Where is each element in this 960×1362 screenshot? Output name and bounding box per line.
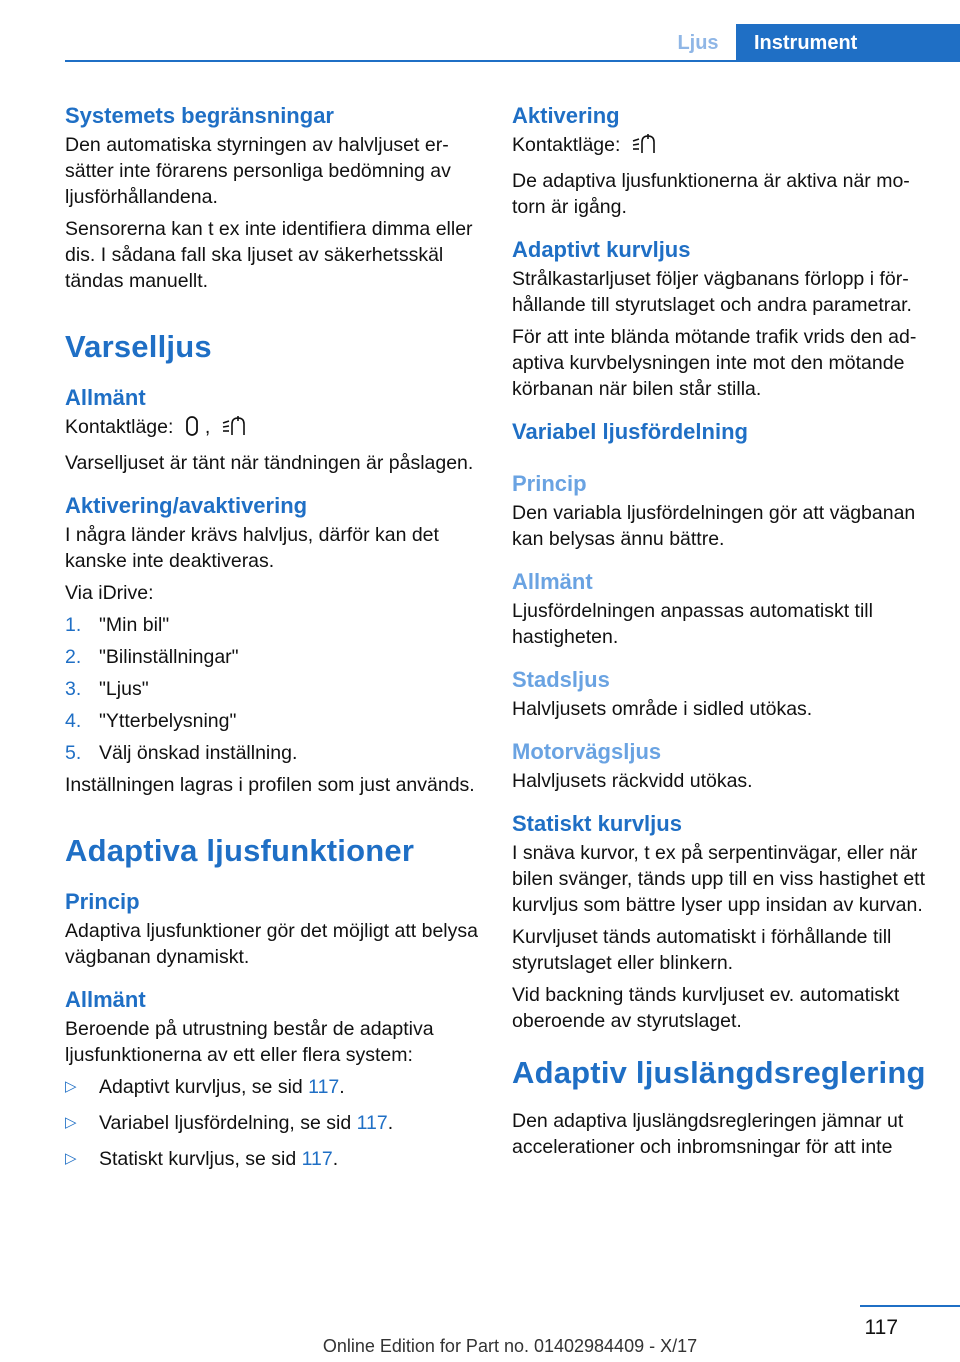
heading-activation: Aktivering/avaktivering xyxy=(65,493,308,518)
paragraph: Kurvljuset tänds automatiskt i förhållande till styrutslaget eller blinkern. xyxy=(512,926,892,974)
heading-variable: Variabel ljusfördelning xyxy=(512,419,748,444)
list-item xyxy=(65,644,483,670)
list-item xyxy=(65,612,483,638)
heading-principle: Princip xyxy=(512,471,587,496)
paragraph: I snäva kurvor, t ex på serpentinvägar, eller när bilen svänger, tänds upp till en viss hastighet ett kurvljus som bättre lyser upp insidan av kurvan. xyxy=(512,842,926,916)
section-motorway-light xyxy=(512,736,930,794)
contact-separator: , xyxy=(204,416,211,438)
heading-general: Allmänt xyxy=(65,385,146,410)
title-range-control: Adaptiv ljuslängdsreglering xyxy=(512,1055,926,1090)
paragraph: De adaptiva ljusfunktionerna är aktiva när motorn är igång. xyxy=(512,170,910,218)
heading-limits: Systemets begränsningar xyxy=(65,103,334,128)
tab-instrument[interactable]: Instrument xyxy=(736,24,960,62)
list-item xyxy=(65,1110,483,1136)
triangle-bullet-icon: ▷ xyxy=(65,1078,77,1095)
step-text: "Ytterbelysning" xyxy=(99,710,237,732)
paragraph: Ljusfördelningen anpassas automatiskt till hastigheten. xyxy=(512,600,873,648)
footer-rule xyxy=(860,1305,960,1307)
bullet-end: . xyxy=(332,1148,339,1170)
page-number: 117 xyxy=(864,1316,898,1339)
paragraph: Vid backning tänds kurvljuset ev. automatiskt oberoende av styrutslaget. xyxy=(512,984,900,1032)
edition-footer: Online Edition for Part no. 01402984409 - X/17 xyxy=(322,1336,698,1356)
step-text: "Ljus" xyxy=(99,678,149,700)
ignition-off-icon xyxy=(185,415,199,444)
section-varselljus-general xyxy=(65,382,483,476)
section-activation-right xyxy=(512,100,930,220)
triangle-bullet-icon: ▷ xyxy=(65,1150,77,1167)
section-curve xyxy=(512,234,930,402)
bullet-text: Variabel ljusfördelning, se sid xyxy=(99,1112,357,1134)
section-variable xyxy=(512,416,930,448)
paragraph: I några länder krävs halvljus, därför kan det kanske inte deaktiveras. xyxy=(65,524,439,572)
bullet-list xyxy=(65,1074,483,1172)
section-limits xyxy=(65,100,483,294)
list-item xyxy=(65,676,483,702)
bullet-end: . xyxy=(339,1076,345,1098)
step-text: Välj önskad inställning. xyxy=(99,742,298,764)
heading-general: Allmänt xyxy=(65,987,146,1012)
step-number: 1. xyxy=(65,614,82,636)
heading-city-light: Stadsljus xyxy=(512,667,610,692)
section-variable-principle xyxy=(512,468,930,552)
paragraph: Adaptiva ljusfunktioner gör det möjligt att belysa vägbanan dynamiskt. xyxy=(65,920,478,968)
list-item xyxy=(65,708,483,734)
paragraph: För att inte blända mötande trafik vrids den adaptiva kurvbelysningen inte mot den mötande körbanan när bilen står stilla. xyxy=(512,326,917,400)
paragraph: Den variabla ljusfördelningen gör att vägbanan kan belysas ännu bättre. xyxy=(512,502,916,550)
steps-list xyxy=(65,612,483,766)
paragraph: Halvljusets räckvidd utökas. xyxy=(512,770,753,792)
step-number: 4. xyxy=(65,710,82,732)
bullet-text: Adaptivt kurvljus, se sid xyxy=(99,1076,309,1098)
contact-label: Kontaktläge: xyxy=(512,134,621,156)
triangle-bullet-icon: ▷ xyxy=(65,1114,77,1131)
engine-running-icon xyxy=(632,133,658,162)
contact-line xyxy=(512,132,930,162)
bullet-text: Statiskt kurvljus, se sid xyxy=(99,1148,302,1170)
list-item xyxy=(65,1074,483,1100)
heading-motorway-light: Motorvägsljus xyxy=(512,739,662,764)
title-varselljus: Varselljus xyxy=(65,329,212,364)
title-adaptive: Adaptiva ljusfunktioner xyxy=(65,833,415,868)
paragraph: Strålkastarljuset följer vägbanans förlopp i förhållande till styrutslaget och andra parametrar. xyxy=(512,268,912,316)
header-rule xyxy=(65,60,960,62)
contact-label: Kontaktläge: xyxy=(65,416,174,438)
page-link[interactable]: 117 xyxy=(308,1076,340,1098)
paragraph: Via iDrive: xyxy=(65,582,154,604)
section-static-curve xyxy=(512,808,930,1034)
section-adaptive-general xyxy=(65,984,483,1172)
tab-ljus[interactable]: Ljus xyxy=(677,32,719,54)
section-variable-general xyxy=(512,566,930,650)
step-number: 3. xyxy=(65,678,82,700)
heading-activation: Aktivering xyxy=(512,103,620,128)
step-number: 2. xyxy=(65,646,82,668)
contact-line xyxy=(65,414,483,444)
step-text: "Bilinställningar" xyxy=(99,646,239,668)
page-link[interactable]: 117 xyxy=(301,1148,333,1170)
bullet-end: . xyxy=(387,1112,394,1134)
step-number: 5. xyxy=(65,742,82,764)
heading-principle: Princip xyxy=(65,889,140,914)
section-activation xyxy=(65,490,483,798)
paragraph: Inställningen lagras i profilen som just används. xyxy=(65,774,475,796)
right-column xyxy=(512,100,930,1166)
paragraph: Den automatiska styrningen av halvljuset ersätter inte förarens personliga bedömning av ljusförhållandena. xyxy=(65,134,451,208)
section-adaptive-principle xyxy=(65,886,483,970)
heading-curve: Adaptivt kurvljus xyxy=(512,237,691,262)
paragraph: Halvljusets område i sidled utökas. xyxy=(512,698,813,720)
list-item xyxy=(65,740,483,766)
heading-general: Allmänt xyxy=(512,569,593,594)
section-city-light xyxy=(512,664,930,722)
heading-static-curve: Statiskt kurvljus xyxy=(512,811,682,836)
step-text: "Min bil" xyxy=(99,614,170,636)
paragraph: Varselljuset är tänt när tändningen är påslagen. xyxy=(65,452,474,474)
paragraph: Sensorerna kan t ex inte identifiera dimma eller dis. I sådana fall ska ljuset av säkerhetsskäl tändas manuellt. xyxy=(65,218,473,292)
ignition-on-icon xyxy=(222,415,248,444)
left-column xyxy=(65,100,483,1186)
paragraph: Den adaptiva ljuslängdsregleringen jämnar ut accelerationer och inbromsningar för att inte xyxy=(512,1110,904,1158)
list-item xyxy=(65,1146,483,1172)
paragraph: Beroende på utrustning består de adaptiva ljusfunktionerna av ett eller flera system: xyxy=(65,1018,434,1066)
page-link[interactable]: 117 xyxy=(356,1112,388,1134)
